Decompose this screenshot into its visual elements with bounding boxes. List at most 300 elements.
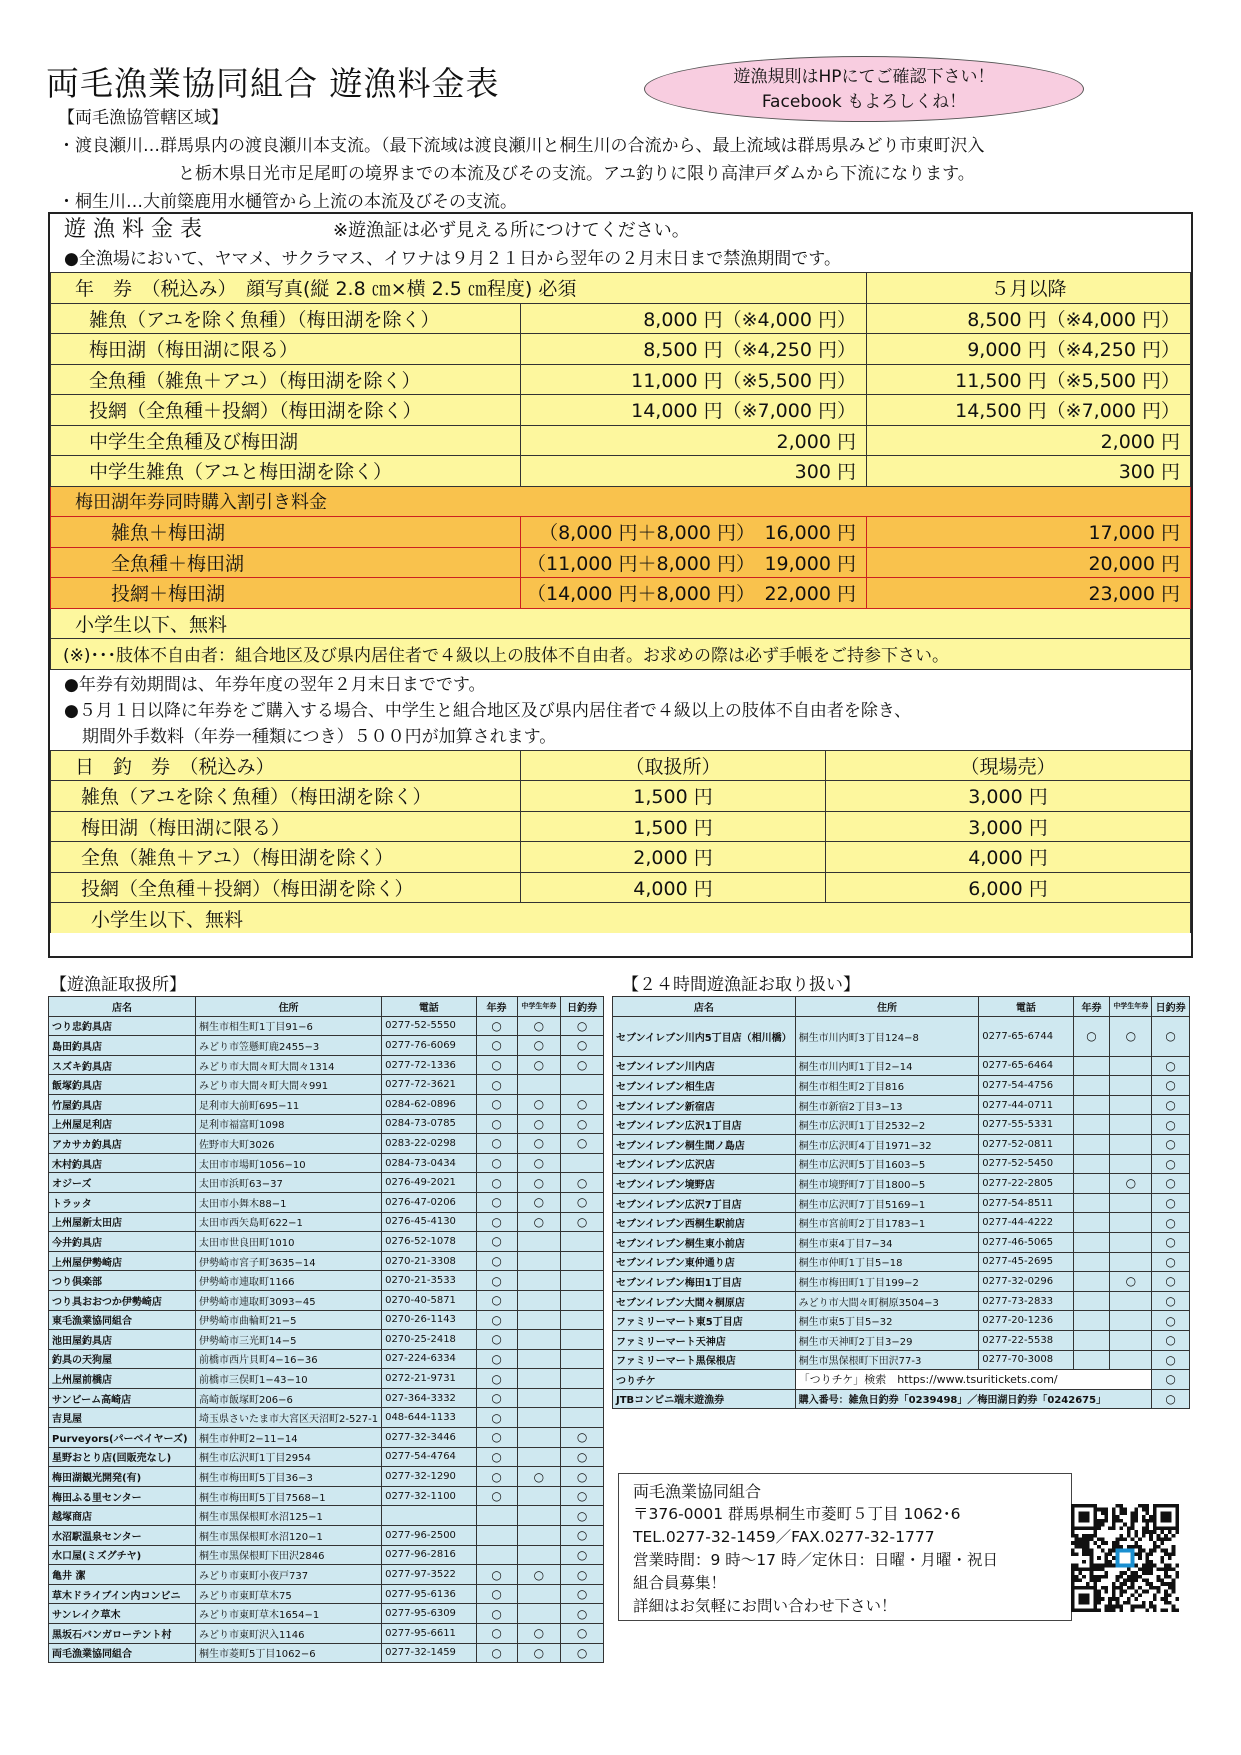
- combo-name: 雑魚＋梅田湖: [51, 517, 521, 548]
- dealer-row: [49, 1036, 604, 1056]
- fee-title: 遊 漁 料 金 表: [64, 217, 202, 242]
- day-mark: ○: [561, 1584, 604, 1604]
- convenience-heading: 【２４時間遊漁証お取り扱い】: [622, 975, 860, 995]
- dealer-row: [49, 1624, 604, 1644]
- store-address: 前橋市三俣町1−43−10: [196, 1369, 382, 1389]
- annual-price: 300 円: [521, 456, 867, 487]
- day-mark: ○: [561, 1173, 604, 1193]
- store-phone: 0277-52-5550: [382, 1016, 476, 1036]
- annual-mark: ○: [476, 1153, 517, 1173]
- junior-mark: [1110, 1232, 1152, 1252]
- store-address: 桐生市広沢町4丁目1971−32: [795, 1134, 979, 1154]
- dealer-row: [49, 1271, 604, 1291]
- annual-name: 雑魚（アユを除く魚種）（梅田湖を除く）: [51, 303, 521, 334]
- junior-mark: [1110, 1076, 1152, 1096]
- store-name: 東毛漁業協同組合: [49, 1310, 196, 1330]
- dealer-row: [49, 1369, 604, 1389]
- day-mark: ○: [1152, 1193, 1190, 1213]
- conv-row: [613, 1232, 1190, 1252]
- store-address: 桐生市仲町1丁目5−18: [795, 1252, 979, 1272]
- conv-row: [613, 1272, 1190, 1292]
- dealer-row: [49, 1212, 604, 1232]
- day-mark: [561, 1408, 604, 1428]
- annual-mark: ○: [476, 1584, 517, 1604]
- store-phone: 0272-21-9731: [382, 1369, 476, 1389]
- store-name: 竹屋釣具店: [49, 1094, 196, 1114]
- annual-mark: ○: [476, 1114, 517, 1134]
- annual-mark: ○: [476, 1349, 517, 1369]
- junior-mark: [517, 1506, 561, 1526]
- annual-mark: ○: [476, 1330, 517, 1350]
- annual-mark: [1073, 1350, 1110, 1370]
- store-address: 佐野市大町3026: [196, 1134, 382, 1154]
- store-phone: 0277-76-6069: [382, 1036, 476, 1056]
- dealer-row: [49, 1643, 604, 1663]
- combo-name: 全魚種＋梅田湖: [51, 547, 521, 578]
- annual-mark: [1073, 1193, 1110, 1213]
- store-name: セブンイレブン新宿店: [613, 1095, 796, 1115]
- bubble-line-1: 遊漁規則はHPにてご確認下さい！: [733, 67, 995, 87]
- store-phone: 0284-73-0785: [382, 1114, 476, 1134]
- jurisdiction-area: [58, 104, 1178, 216]
- day-name: 全魚（雑魚＋アユ）（梅田湖を除く）: [51, 842, 521, 873]
- store-phone: 0276-47-0206: [382, 1192, 476, 1212]
- dealer-row: [49, 1428, 604, 1448]
- store-phone: 0270-26-1143: [382, 1310, 476, 1330]
- junior-mark: [1110, 1330, 1152, 1350]
- store-phone: 0277-22-2805: [979, 1174, 1073, 1194]
- combo-header: 梅田湖年券同時購入割引き料金: [51, 486, 1191, 517]
- store-phone: 0277-54-4756: [979, 1076, 1073, 1096]
- col-day: 日釣券: [561, 997, 604, 1017]
- annual-header-row: [51, 273, 1191, 304]
- area-line-2: と栃木県日光市足尾町の境界までの本流及びその支流。アユ釣りに限り高津戸ダムから下流になります。: [178, 164, 975, 184]
- day-mark: ○: [561, 1036, 604, 1056]
- day-mark: [561, 1330, 604, 1350]
- dealer-row: [49, 1447, 604, 1467]
- store-phone: 0277-72-1336: [382, 1055, 476, 1075]
- store-phone: 0277-95-6611: [382, 1624, 476, 1644]
- store-phone: 0277-46-5065: [979, 1232, 1073, 1252]
- jtb-day-mark: ○: [1152, 1389, 1190, 1409]
- store-address: 桐生市川内町1丁目2−14: [795, 1056, 979, 1076]
- store-phone: [382, 1506, 476, 1526]
- tsuri-row: [613, 1370, 1190, 1390]
- bubble-line-2: Facebook もよろしくね！: [761, 92, 967, 112]
- junior-mark: ○: [517, 1643, 561, 1663]
- store-address: 桐生市相生町1丁目91−6: [196, 1016, 382, 1036]
- store-phone: 0277-72-3621: [382, 1075, 476, 1095]
- junior-mark: ○: [517, 1565, 561, 1585]
- store-phone: 0277-54-8511: [979, 1193, 1073, 1213]
- junior-mark: [517, 1408, 561, 1428]
- store-phone: 0277-32-1100: [382, 1486, 476, 1506]
- combo-may-price: 20,000 円: [866, 547, 1190, 578]
- col-annual: 年券: [1073, 997, 1110, 1017]
- dealer-row: [49, 1055, 604, 1075]
- junior-mark: [1110, 1154, 1152, 1174]
- day-mark: ○: [561, 1467, 604, 1487]
- junior-mark: [517, 1388, 561, 1408]
- day-row: [51, 842, 1191, 873]
- annual-mark: ○: [476, 1643, 517, 1663]
- store-name: 島田釣具店: [49, 1036, 196, 1056]
- dealer-row: [49, 1526, 604, 1546]
- store-name: セブンイレブン境野店: [613, 1174, 796, 1194]
- conv-row: [613, 1213, 1190, 1233]
- convenience-table: [612, 996, 1190, 1409]
- dealers-header-row: [49, 997, 604, 1017]
- store-address: みどり市笠懸町鹿2455−3: [196, 1036, 382, 1056]
- col-junior: 中学生年券: [1110, 997, 1152, 1017]
- store-name: セブンイレブン川内店: [613, 1056, 796, 1076]
- annual-mark: [1073, 1095, 1110, 1115]
- store-phone: 0277-44-0711: [979, 1095, 1073, 1115]
- annual-price: 8,000 円（※4,000 円）: [521, 303, 867, 334]
- junior-mark: ○: [517, 1016, 561, 1036]
- combo-row: [51, 517, 1191, 548]
- conv-row: [613, 1350, 1190, 1370]
- annual-price: 14,000 円（※7,000 円）: [521, 395, 867, 426]
- conv-row: [613, 1330, 1190, 1350]
- tsuri-info[interactable]: 「つりチケ」検索 https://www.tsuritickets.com/: [795, 1370, 1152, 1390]
- day-row: [51, 872, 1191, 903]
- store-phone: 0277-32-0296: [979, 1272, 1073, 1292]
- office-name: 両毛漁業協同組合: [633, 1482, 762, 1501]
- store-address: 伊勢崎市三光町14−5: [196, 1330, 382, 1350]
- store-name: 吉見屋: [49, 1408, 196, 1428]
- jtb-name: JTBコンビニ端末遊漁券: [613, 1389, 796, 1409]
- store-name: Purveyors(パーベイヤーズ): [49, 1428, 196, 1448]
- store-address: 桐生市梅田町5丁目36−3: [196, 1467, 382, 1487]
- store-address: 伊勢崎市連取町3093−45: [196, 1290, 382, 1310]
- annual-mark: [1073, 1272, 1110, 1292]
- col-phone: 電話: [979, 997, 1073, 1017]
- fee-notice: ※遊漁証は必ず見える所につけてください。: [332, 220, 690, 241]
- day-mark: [561, 1349, 604, 1369]
- disabled-note-row: [51, 639, 1191, 670]
- dealer-row: [49, 1251, 604, 1271]
- store-address: 桐生市相生町2丁目816: [795, 1076, 979, 1096]
- dealer-row: [49, 1467, 604, 1487]
- store-name: 越塚商店: [49, 1506, 196, 1526]
- annual-row: [51, 364, 1191, 395]
- junior-mark: [1110, 1311, 1152, 1331]
- annual-mark: ○: [476, 1212, 517, 1232]
- store-name: セブンイレブン大間々桐原店: [613, 1291, 796, 1311]
- store-address: 高崎市飯塚町206−6: [196, 1388, 382, 1408]
- store-address: 桐生市黒保根町下田沢77-3: [795, 1350, 979, 1370]
- store-name: 上州屋新太田店: [49, 1212, 196, 1232]
- day-site-price: 4,000 円: [826, 842, 1191, 873]
- day-site-price: 6,000 円: [826, 872, 1191, 903]
- convenience-header-row: [613, 997, 1190, 1017]
- day-mark: ○: [1152, 1272, 1190, 1292]
- store-phone: 0277-96-2816: [382, 1545, 476, 1565]
- annual-mark: ○: [476, 1467, 517, 1487]
- store-phone: 0277-54-4764: [382, 1447, 476, 1467]
- closed-season-note: ●全漁場において、ヤマメ、サクラマス、イワナは９月２１日から翌年の２月末日まで禁漁期間です。: [64, 249, 841, 269]
- conv-row: [613, 1115, 1190, 1135]
- col-phone: 電話: [382, 997, 476, 1017]
- junior-mark: [517, 1584, 561, 1604]
- junior-mark: ○: [517, 1134, 561, 1154]
- store-address: みどり市大間々町大間々1314: [196, 1055, 382, 1075]
- annual-may-price: 2,000 円: [866, 425, 1190, 456]
- annual-row: [51, 456, 1191, 487]
- annual-mark: [1073, 1174, 1110, 1194]
- junior-mark: [517, 1428, 561, 1448]
- combo-price: （11,000 円＋8,000 円） 19,000 円: [521, 547, 867, 578]
- annual-mark: ○: [476, 1428, 517, 1448]
- annual-mark: ○: [476, 1173, 517, 1193]
- day-mark: ○: [1152, 1350, 1190, 1370]
- day-mark: ○: [561, 1486, 604, 1506]
- store-name: 梅田ふる里センター: [49, 1486, 196, 1506]
- store-address: 桐生市新宿2丁目3−13: [795, 1095, 979, 1115]
- store-address: 埼玉県さいたま市大宮区天沼町2-527-1: [196, 1408, 382, 1428]
- tsuri-day-mark: ○: [1152, 1370, 1190, 1390]
- store-phone: 0277-32-1459: [382, 1643, 476, 1663]
- combo-may-price: 17,000 円: [866, 517, 1190, 548]
- junior-mark: ○: [517, 1114, 561, 1134]
- fee-heading-row: [50, 214, 1191, 246]
- junior-mark: [1110, 1115, 1152, 1135]
- store-name: セブンイレブン梅田1丁目店: [613, 1272, 796, 1292]
- junior-mark: [517, 1526, 561, 1546]
- store-name: セブンイレブン川内5丁目店（相川橋）: [613, 1016, 796, 1056]
- annual-mark: ○: [476, 1232, 517, 1252]
- annual-may-price: 9,000 円（※4,250 円）: [866, 334, 1190, 365]
- junior-mark: [517, 1251, 561, 1271]
- dealer-row: [49, 1173, 604, 1193]
- store-phone: 0277-52-0811: [979, 1134, 1073, 1154]
- store-address: 太田市浜町63−37: [196, 1173, 382, 1193]
- annual-mark: ○: [476, 1134, 517, 1154]
- day-mark: ○: [1152, 1213, 1190, 1233]
- annual-mark: [1073, 1115, 1110, 1135]
- store-address: 桐生市黒保根町下田沢2846: [196, 1545, 382, 1565]
- day-col-site: （現場売）: [826, 750, 1191, 781]
- area-heading: 【両毛漁協管轄区域】: [58, 108, 228, 128]
- dealer-row: [49, 1290, 604, 1310]
- store-address: 桐生市川内町3丁目124−8: [795, 1016, 979, 1056]
- dealer-row: [49, 1349, 604, 1369]
- combo-price: （14,000 円＋8,000 円） 22,000 円: [521, 578, 867, 609]
- day-mark: [561, 1271, 604, 1291]
- annual-row: [51, 303, 1191, 334]
- junior-mark: [517, 1330, 561, 1350]
- day-mark: ○: [1152, 1311, 1190, 1331]
- day-mark: ○: [1152, 1291, 1190, 1311]
- store-name: 上州屋伊勢崎店: [49, 1251, 196, 1271]
- junior-mark: ○: [1110, 1016, 1152, 1056]
- store-phone: 0276-52-1078: [382, 1232, 476, 1252]
- junior-mark: [517, 1349, 561, 1369]
- day-header: 日 釣 券 （税込み）: [51, 750, 521, 781]
- store-address: 足利市大前町695−11: [196, 1094, 382, 1114]
- annual-name: 中学生雑魚（アユと梅田湖を除く）: [51, 456, 521, 487]
- junior-mark: ○: [517, 1153, 561, 1173]
- store-phone: 0270-25-2418: [382, 1330, 476, 1350]
- annual-mark: [1073, 1330, 1110, 1350]
- store-address: 桐生市梅田町5丁目7568−1: [196, 1486, 382, 1506]
- day-col-office: （取扱所）: [521, 750, 826, 781]
- annual-mark: [476, 1526, 517, 1546]
- junior-mark: [517, 1290, 561, 1310]
- day-mark: ○: [561, 1428, 604, 1448]
- day-site-price: 3,000 円: [826, 781, 1191, 812]
- day-header-row: [51, 750, 1191, 781]
- store-phone: 0270-21-3308: [382, 1251, 476, 1271]
- store-name: ファミリーマート黒保根店: [613, 1350, 796, 1370]
- store-name: セブンイレブン桐生東小前店: [613, 1232, 796, 1252]
- store-name: 木村釣具店: [49, 1153, 196, 1173]
- day-mark: ○: [1152, 1076, 1190, 1096]
- junior-mark: [1110, 1213, 1152, 1233]
- store-phone: 0276-49-2021: [382, 1173, 476, 1193]
- day-mark: ○: [1152, 1134, 1190, 1154]
- annual-mark: ○: [476, 1408, 517, 1428]
- day-mark: [561, 1075, 604, 1095]
- store-address: 桐生市境野町7丁目1800−5: [795, 1174, 979, 1194]
- annual-mark: ○: [476, 1094, 517, 1114]
- day-mark: ○: [1152, 1115, 1190, 1135]
- store-phone: 0277-44-4222: [979, 1213, 1073, 1233]
- store-name: オジーズ: [49, 1173, 196, 1193]
- junior-mark: [517, 1232, 561, 1252]
- store-address: 桐生市仲町2−11−14: [196, 1428, 382, 1448]
- annual-mark: [1073, 1232, 1110, 1252]
- junior-mark: ○: [517, 1036, 561, 1056]
- annual-mark: ○: [476, 1310, 517, 1330]
- store-name: 上州屋前橋店: [49, 1369, 196, 1389]
- store-name: アカサカ釣具店: [49, 1134, 196, 1154]
- store-name: セブンイレブン桐生間ノ島店: [613, 1134, 796, 1154]
- store-name: つり倶楽部: [49, 1271, 196, 1291]
- dealer-row: [49, 1565, 604, 1585]
- annual-name: 全魚種（雑魚＋アユ）（梅田湖を除く）: [51, 364, 521, 395]
- day-mark: ○: [1152, 1154, 1190, 1174]
- store-phone: 0277-52-5450: [979, 1154, 1073, 1174]
- conv-row: [613, 1095, 1190, 1115]
- store-address: 太田市世良田町1010: [196, 1232, 382, 1252]
- day-mark: ○: [561, 1114, 604, 1134]
- disabled-note: (※)･･･肢体不自由者：組合地区及び県内居住者で４級以上の肢体不自由者。お求めの際は必ず手帳をご持参下さい。: [51, 639, 1191, 670]
- office-recruit: 組合員募集！: [633, 1574, 727, 1592]
- store-name: 今井釣具店: [49, 1232, 196, 1252]
- store-phone: 0270-40-5871: [382, 1290, 476, 1310]
- office-address: 〒376-0001 群馬県桐生市菱町５丁目 1062･6: [633, 1505, 961, 1523]
- col-junior: 中学生年券: [517, 997, 561, 1017]
- dealer-row: [49, 1584, 604, 1604]
- store-address: 足利市福富町1098: [196, 1114, 382, 1134]
- junior-mark: [1110, 1252, 1152, 1272]
- store-address: 伊勢崎市宮子町3635−14: [196, 1251, 382, 1271]
- store-address: 桐生市宮前町2丁目1783−1: [795, 1213, 979, 1233]
- junior-mark: ○: [517, 1094, 561, 1114]
- junior-mark: ○: [517, 1173, 561, 1193]
- dealer-row: [49, 1330, 604, 1350]
- col-store: 店名: [49, 997, 196, 1017]
- day-name: 投網（全魚種＋投網）（梅田湖を除く）: [51, 872, 521, 903]
- dealer-row: [49, 1094, 604, 1114]
- annual-price: 11,000 円（※5,500 円）: [521, 364, 867, 395]
- annual-name: 梅田湖（梅田湖に限る）: [51, 334, 521, 365]
- annual-mark: [476, 1545, 517, 1565]
- store-address: みどり市大間々町大間々991: [196, 1075, 382, 1095]
- day-mark: [561, 1251, 604, 1271]
- junior-mark: ○: [517, 1192, 561, 1212]
- dealer-row: [49, 1486, 604, 1506]
- col-day: 日釣券: [1152, 997, 1190, 1017]
- day-mark: [561, 1369, 604, 1389]
- junior-mark: ○: [517, 1055, 561, 1075]
- annual-mark: ○: [476, 1447, 517, 1467]
- annual-mark: [1073, 1311, 1110, 1331]
- junior-mark: [1110, 1291, 1152, 1311]
- store-address: 太田市小舞木88−1: [196, 1192, 382, 1212]
- day-mark: ○: [1152, 1016, 1190, 1056]
- store-name: 両毛漁業協同組合: [49, 1643, 196, 1663]
- store-name: 釣具の天狗屋: [49, 1349, 196, 1369]
- office-tel: TEL.0277‐32‐1459／FAX.0277‐32‐1777: [633, 1528, 935, 1546]
- store-name: 草木ドライブイン内コンビニ: [49, 1584, 196, 1604]
- conv-row: [613, 1056, 1190, 1076]
- annual-mark: ○: [476, 1271, 517, 1291]
- day-mark: ○: [1152, 1330, 1190, 1350]
- annual-may-price: 8,500 円（※4,000 円）: [866, 303, 1190, 334]
- dealer-row: [49, 1545, 604, 1565]
- day-mark: ○: [561, 1055, 604, 1075]
- annual-may-price: 14,500 円（※7,000 円）: [866, 395, 1190, 426]
- annual-mark: ○: [476, 1016, 517, 1036]
- store-phone: 0277-22-5538: [979, 1330, 1073, 1350]
- combo-row: [51, 578, 1191, 609]
- store-address: 桐生市黒保根町水沼125−1: [196, 1506, 382, 1526]
- dealer-row: [49, 1310, 604, 1330]
- day-name: 雑魚（アユを除く魚種）（梅田湖を除く）: [51, 781, 521, 812]
- conv-row: [613, 1291, 1190, 1311]
- store-name: 亀井 潔: [49, 1565, 196, 1585]
- annual-row: [51, 425, 1191, 456]
- conv-row: [613, 1252, 1190, 1272]
- conv-row: [613, 1016, 1190, 1056]
- day-mark: ○: [561, 1624, 604, 1644]
- annual-mark: ○: [476, 1369, 517, 1389]
- dealers-heading: 【遊漁証取扱所】: [50, 975, 186, 995]
- combo-may-price: 23,000 円: [866, 578, 1190, 609]
- area-line-3: ・桐生川…大前簗鹿用水樋管から上流の本流及びその支流。: [58, 192, 517, 212]
- store-name: 上州屋足利店: [49, 1114, 196, 1134]
- store-address: 桐生市黒保根町水沼120−1: [196, 1526, 382, 1546]
- store-address: 桐生市東4丁目7−34: [795, 1232, 979, 1252]
- store-address: 桐生市東5丁目5−32: [795, 1311, 979, 1331]
- qr-code-icon[interactable]: [1071, 1504, 1179, 1612]
- day-mark: ○: [561, 1134, 604, 1154]
- dealer-row: [49, 1232, 604, 1252]
- annual-mark: [1073, 1076, 1110, 1096]
- store-phone: 0277-73-2833: [979, 1291, 1073, 1311]
- annual-mark: [1073, 1154, 1110, 1174]
- conv-row: [613, 1154, 1190, 1174]
- dealer-row: [49, 1075, 604, 1095]
- store-name: 梅田湖観光開発(有): [49, 1467, 196, 1487]
- store-phone: 0277-97-3522: [382, 1565, 476, 1585]
- dealers-table: [48, 996, 604, 1663]
- office-info-box: [618, 1473, 1072, 1621]
- annual-price: 2,000 円: [521, 425, 867, 456]
